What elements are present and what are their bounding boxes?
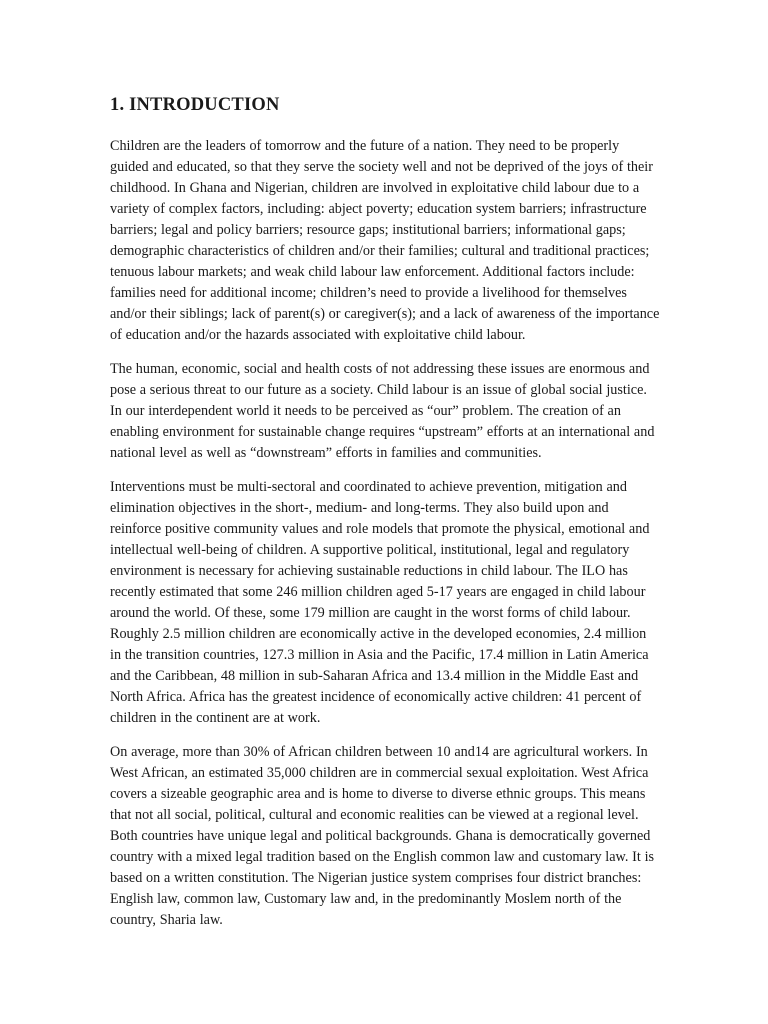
- paragraph-1: Children are the leaders of tomorrow and the future of a nation. They need to be properly guided and educated, so that they serve the society well and not be deprived of the joys of their childhood. In Ghana and Nigerian, children are involved in exploitative child labour due to a variety of complex factors, including: abject poverty; education system barriers; infrastructure barriers; legal and policy barriers; resource gaps; institutional barriers; informational gaps; demographic characteristics of children and/or their families; cultural and traditional practices; tenuous labour markets; and weak child labour law enforcement. Additional factors include: families need for additional income; children’s need to provide a livelihood for themselves and/or their siblings; lack of parent(s) or caregiver(s); and a lack of awareness of the importance of education and/or the hazards associated with exploitative child labour.: [110, 138, 660, 343]
- paragraph-4: On average, more than 30% of African children between 10 and14 are agricultural workers. In West African, an estimated 35,000 children are in commercial sexual exploitation. West Africa covers a sizeable geographic area and is home to diverse to diverse ethnic groups. This means that not all social, political, cultural and economic realities can be viewed at a regional level. Both countries have unique legal and political backgrounds. Ghana is democratically governed country with a mixed legal tradition based on the English common law and customary law. It is based on a written constitution. The Nigerian justice system comprises four district branches: English law, common law, Customary law and, in the predominantly Moslem north of the country, Sharia law.: [110, 744, 655, 928]
- section-heading: 1. INTRODUCTION: [110, 95, 280, 115]
- document-page: [110, 94, 660, 944]
- paragraph-3: Interventions must be multi-sectoral and coordinated to achieve prevention, mitigation and elimination objectives in the short-, medium- and long-terms. They also build upon and reinforce positive community values and role models that promote the physical, emotional and intellectual well-being of children. A supportive political, institutional, legal and regulatory environment is necessary for achieving sustainable reductions in child labour. The ILO has recently estimated that some 246 million children aged 5-17 years are engaged in child labour around the world. Of these, some 179 million are caught in the worst forms of child labour. Roughly 2.5 million children are economically active in the developed economies, 2.4 million in the transition countries, 127.3 million in Asia and the Pacific, 17.4 million in Latin America and the Caribbean, 48 million in sub-Saharan Africa and 13.4 million in the Middle East and North Africa. Africa has the greatest incidence of economically active children: 41 percent of children in the continent are at work.: [110, 479, 650, 726]
- paragraph-2: The human, economic, social and health costs of not addressing these issues are enormous and pose a serious threat to our future as a society. Child labour is an issue of global social justice. In our interdependent world it needs to be perceived as “our” problem. The creation of an enabling environment for sustainable change requires “upstream” efforts at an international and national level as well as “downstream” efforts in families and communities.: [110, 361, 655, 461]
